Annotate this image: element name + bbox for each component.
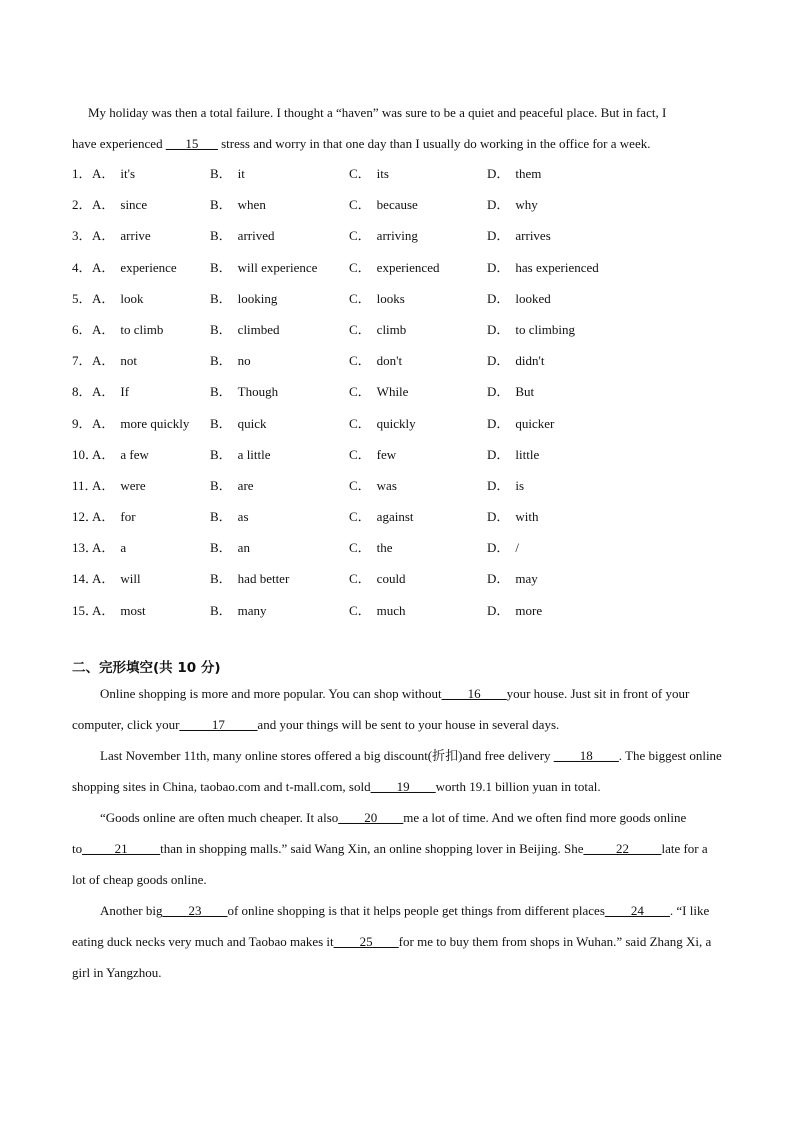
option-text: a few [120,446,149,462]
option-row [72,220,732,251]
option-letter: D． [487,290,510,306]
option-d [487,532,519,563]
option-text: quicker [515,415,555,431]
question-number: 4． [72,259,92,275]
blank-25: ____25____ [333,934,399,949]
option-b [210,376,278,407]
option-text: a little [237,446,271,462]
option-letter: D． [487,415,510,431]
option-letter: D． [487,353,510,369]
question-number: 5． [72,290,92,306]
question-number: 6． [72,321,92,337]
option-b [210,158,245,189]
option-letter: C． [349,571,371,587]
option-letter: A． [92,384,115,400]
option-text: it [237,166,245,181]
option-a [92,501,136,532]
cloze-paragraph [72,802,722,895]
option-text: a [120,540,127,556]
option-text: were [120,477,146,493]
option-text: looking [237,290,278,306]
option-text: them [515,166,542,181]
option-letter: C． [349,477,371,493]
option-text: looked [515,290,551,306]
question-number: 8． [72,384,92,400]
option-letter: B． [210,228,232,244]
option-letter: B． [210,384,232,400]
option-text: didn't [515,353,545,369]
option-a [92,283,144,314]
option-text: an [237,540,250,556]
option-text: don't [376,353,403,369]
option-a [92,439,149,470]
option-letter: A． [92,477,115,493]
option-d [487,376,534,407]
option-letter: D． [487,166,510,181]
option-text: to climbing [515,321,575,337]
option-letter: C． [349,509,371,525]
option-text: experience [120,259,177,275]
option-text: arrive [120,228,151,244]
option-letter: A． [92,446,115,462]
passage-text: have experienced [72,136,166,151]
question-number: 10． [72,446,99,462]
option-letter: B． [210,259,232,275]
option-row [72,283,732,314]
blank-15: ___15___ [165,136,218,151]
option-text: is [515,477,525,493]
option-letter: D． [487,384,510,400]
option-letter: C． [349,321,371,337]
cloze-text: and your things will be sent to your house in several days. [257,717,560,732]
option-text: because [376,197,418,213]
option-a [92,376,129,407]
option-c [349,563,406,594]
option-a [92,563,141,594]
option-text: will experience [237,259,318,275]
cloze-text: of online shopping is that it helps people get things from different places [227,903,605,918]
cloze-text: for me to buy them from shops in Wuhan.” said Zhang Xi, a girl in Yangzhou. [72,934,712,980]
option-letter: C． [349,384,371,400]
question-number: 14． [72,571,99,587]
option-c [349,252,439,283]
option-row [72,158,732,189]
option-row [72,345,732,376]
option-c [349,501,414,532]
option-letter: D． [487,509,510,525]
option-text: more [515,602,543,618]
option-letter: B． [210,166,232,181]
option-text: no [237,353,251,369]
option-row [72,314,732,345]
option-b [210,439,271,470]
option-b [210,345,251,376]
option-d [487,470,524,501]
option-b [210,283,277,314]
option-letter: D． [487,602,510,618]
option-row [72,408,732,439]
option-letter: D． [487,446,510,462]
option-letter: B． [210,477,232,493]
option-letter: D． [487,228,510,244]
option-b [210,470,254,501]
cloze-text: Online shopping is more and more popular. You can shop without [100,686,442,701]
option-c [349,470,397,501]
blank-16: ____16____ [441,686,507,701]
option-text: Though [237,384,279,400]
option-letter: A． [92,197,115,213]
option-row [72,501,732,532]
option-text: the [376,540,393,556]
option-letter: D． [487,197,510,213]
option-letter: A． [92,353,115,369]
option-text: are [237,477,254,493]
option-c [349,345,402,376]
option-text: more quickly [120,415,190,431]
option-c [349,189,418,220]
option-text: why [515,197,538,213]
option-a [92,595,146,626]
option-letter: B． [210,446,232,462]
cloze-text: . “I like eating duck necks very much and Taobao makes it [72,903,710,949]
option-c [349,408,416,439]
option-letter: D． [487,477,510,493]
option-row [72,376,732,407]
option-letter: B． [210,290,232,306]
option-letter: D． [487,259,510,275]
option-text: arriving [376,228,418,244]
option-letter: B． [210,509,232,525]
option-letter: A． [92,290,115,306]
blank-19: ____19____ [370,779,436,794]
option-a [92,345,137,376]
option-text: as [237,509,249,525]
option-c [349,314,406,345]
option-text: will [120,571,141,587]
option-b [210,220,274,251]
cloze-text: your house. Just sit in front of your computer, click your [72,686,690,732]
option-row [72,470,732,501]
option-d [487,439,539,470]
option-b [210,314,280,345]
option-text: looks [376,290,405,306]
option-c [349,532,393,563]
option-b [210,595,267,626]
option-d [487,314,575,345]
option-c [349,439,396,470]
option-row [72,563,732,594]
question-number: 9． [72,415,92,431]
option-a [92,158,135,189]
option-letter: B． [210,540,232,556]
option-a [92,408,189,439]
blank-22: _____22_____ [583,841,662,856]
option-letter: A． [92,540,115,556]
option-text: against [376,509,414,525]
option-b [210,532,250,563]
question-number: 13． [72,540,99,556]
option-row [72,532,732,563]
question-number: 12． [72,509,99,525]
option-letter: B． [210,197,232,213]
option-text: not [120,353,138,369]
option-a [92,314,163,345]
passage-text: stress and worry in that one day than I usually do working in the office for a week. [217,136,651,151]
option-c [349,220,418,251]
option-letter: B． [210,571,232,587]
option-a [92,470,146,501]
option-c [349,283,405,314]
option-text: While [376,384,409,400]
option-letter: D． [487,540,510,556]
option-d [487,408,554,439]
option-text: quick [237,415,267,431]
option-letter: C． [349,290,371,306]
question-number: 2． [72,197,92,213]
option-letter: C． [349,415,371,431]
question-number: 11． [72,477,98,493]
answer-options [72,158,732,626]
cloze-paragraph [72,895,722,988]
option-a [92,252,177,283]
option-letter: B． [210,415,232,431]
option-b [210,408,267,439]
option-text: little [515,446,540,462]
option-text: / [515,540,520,556]
option-row [72,595,732,626]
option-text: it's [120,166,136,181]
option-b [210,563,289,594]
option-text: with [515,509,539,525]
option-text: to climb [120,321,164,337]
blank-17: _____17_____ [179,717,258,732]
option-letter: C． [349,197,371,213]
option-letter: A． [92,321,115,337]
cloze-text: than in shopping malls.” said Wang Xin, an online shopping lover in Beijing. She [160,841,584,856]
option-letter: C． [349,259,371,275]
option-row [72,252,732,283]
option-a [92,532,126,563]
blank-21: _____21_____ [82,841,161,856]
question-number: 1． [72,166,92,181]
option-row [72,189,732,220]
option-text: had better [237,571,290,587]
option-c [349,376,408,407]
option-letter: A． [92,509,115,525]
cloze-paragraph [72,740,722,802]
passage-text: My holiday was then a total failure. I thought a “haven” was sure to be a quiet and peaceful place. But in fact, I [88,105,667,120]
option-text: experienced [376,259,440,275]
blank-18: ____18____ [553,748,619,763]
option-text: was [376,477,397,493]
option-letter: A． [92,228,115,244]
option-text: may [515,571,538,587]
option-letter: C． [349,446,371,462]
option-letter: A． [92,602,115,618]
cloze-text: late for a lot of cheap goods online. [72,841,708,887]
option-text: few [376,446,397,462]
option-d [487,158,541,189]
option-letter: A． [92,259,115,275]
blank-24: ____24____ [604,903,670,918]
option-text: when [237,197,266,213]
option-c [349,595,406,626]
option-text: climbed [237,321,280,337]
option-text: many [237,602,267,618]
option-d [487,501,539,532]
option-text: climb [376,321,407,337]
question-number: 15． [72,602,99,618]
option-text: has experienced [515,259,599,275]
cloze-text: me a lot of time. And we often find more goods online to [72,810,687,856]
question-number: 3． [72,228,92,244]
option-text: quickly [376,415,416,431]
option-letter: B． [210,353,232,369]
option-letter: A． [92,415,115,431]
option-d [487,595,542,626]
option-row [72,439,732,470]
section-heading: 二、完形填空(共 10 分) [72,660,221,676]
option-c [349,158,389,189]
option-text: since [120,197,148,213]
question-number: 7． [72,353,92,369]
option-text: much [376,602,406,618]
option-text: most [120,602,146,618]
option-letter: C． [349,353,371,369]
cloze-text: . The biggest online shopping sites in China, taobao.com and t-mall.com, sold [72,748,722,794]
option-text: for [120,509,136,525]
option-letter: C． [349,540,371,556]
option-text: arrives [515,228,551,244]
option-letter: B． [210,321,232,337]
cloze-text: Another big [100,903,163,918]
option-letter: C． [349,602,371,618]
option-letter: D． [487,571,510,587]
cloze-passage [72,678,722,988]
option-text: could [376,571,406,587]
option-d [487,563,538,594]
cloze-text: worth 19.1 billion yuan in total. [435,779,601,794]
option-text: arrived [237,228,275,244]
blank-23: ____23____ [162,903,228,918]
option-text: look [120,290,144,306]
option-letter: B． [210,602,232,618]
cloze-text: “Goods online are often much cheaper. It also [100,810,339,825]
option-letter: A． [92,571,115,587]
option-letter: C． [349,166,371,181]
option-letter: A． [92,166,115,181]
option-d [487,345,544,376]
option-d [487,220,551,251]
option-a [92,220,151,251]
option-d [487,189,538,220]
option-a [92,189,147,220]
option-letter: C． [349,228,371,244]
cloze-paragraph [72,678,722,740]
option-b [210,252,317,283]
blank-20: ____20____ [338,810,404,825]
option-text: If [120,384,130,400]
option-b [210,501,249,532]
option-text: its [376,166,389,181]
passage-ending [72,97,722,159]
option-b [210,189,266,220]
option-d [487,252,599,283]
option-d [487,283,551,314]
cloze-text: Last November 11th, many online stores offered a big discount(折扣)and free delivery [100,748,554,763]
option-text: But [515,384,535,400]
option-letter: D． [487,321,510,337]
